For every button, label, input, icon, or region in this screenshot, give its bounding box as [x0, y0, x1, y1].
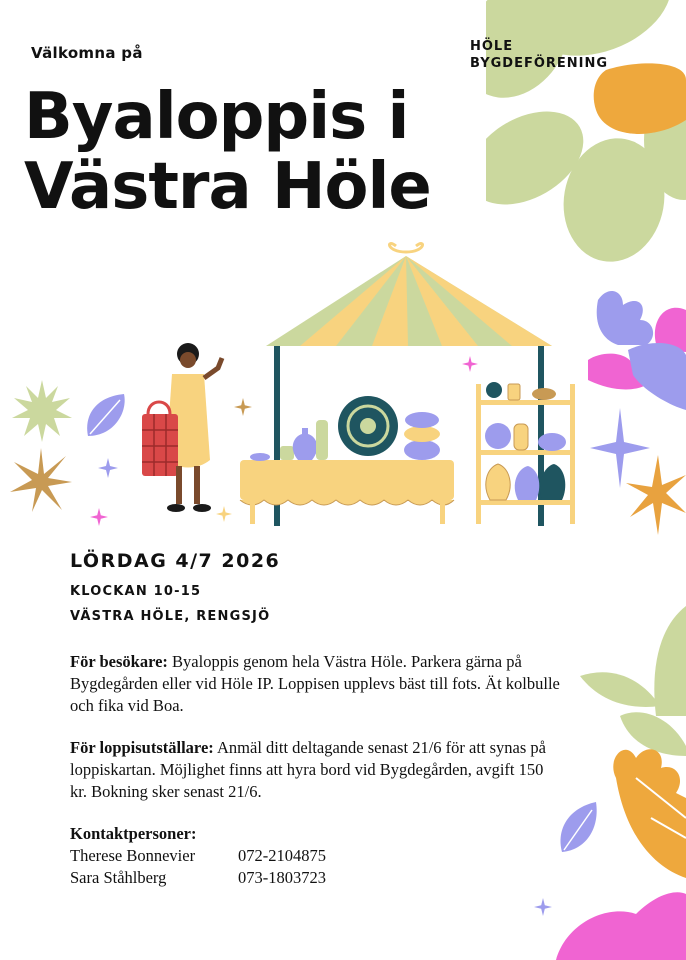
- contacts-heading: Kontaktpersoner:: [70, 824, 197, 843]
- leaf-icon: [84, 392, 128, 440]
- star-icon: [90, 508, 108, 526]
- exhibitors-heading: För loppisutställare:: [70, 738, 214, 757]
- sunburst-icon: [626, 455, 686, 535]
- visitors-text: Byaloppis genom hela Västra Höle. Parkera gärna på Bygdegården eller vid Höle IP. Loppisen upplevs bäst till fots. Ät kolbulle och fika vid Boa.: [70, 652, 560, 715]
- welcome-text: Välkomna på: [31, 44, 143, 62]
- event-time: KLOCKAN 10-15: [70, 584, 202, 599]
- contact-name: Therese Bonnevier: [70, 846, 196, 865]
- contact-phone: 072-2104875: [238, 846, 326, 865]
- contact-phone: 073-1803723: [238, 868, 326, 887]
- sunburst-icon: [12, 380, 72, 442]
- organizer-line-1: HÖLE: [470, 39, 514, 54]
- visitors-heading: För besökare:: [70, 652, 168, 671]
- contact-row: [70, 845, 326, 867]
- contact-row: [70, 867, 326, 889]
- title-line-2: Västra Höle: [24, 150, 431, 224]
- leaf-icon: [560, 606, 686, 756]
- visitors-info: [70, 651, 560, 717]
- flower-icon: [556, 884, 686, 960]
- woman-shopper-icon: [138, 340, 230, 516]
- title-line-1: Byaloppis i: [24, 80, 409, 154]
- exhibitors-info: [70, 737, 560, 803]
- exhibitors-text: Anmäl ditt deltagande senast 21/6 för att synas på loppiskartan. Möjlighet finns att hyra bord vid Bygdegården, avgift 150 kr. Bokning sker senast 21/6.: [70, 738, 546, 801]
- organizer-line-2: BYGDEFÖRENING: [470, 56, 609, 71]
- leaf-icon: [596, 738, 686, 888]
- contact-name: Sara Ståhlberg: [70, 868, 167, 887]
- page-title: [24, 82, 431, 222]
- sunburst-icon: [10, 448, 72, 512]
- leaf-icon: [556, 800, 600, 856]
- star-icon: [98, 458, 118, 478]
- event-date: LÖRDAG 4/7 2026: [70, 550, 281, 572]
- star-icon: [534, 898, 552, 916]
- organizer-name: [470, 38, 608, 72]
- contact-section: [70, 823, 326, 889]
- market-stall-icon: [236, 238, 580, 528]
- event-location: VÄSTRA HÖLE, RENGSJÖ: [70, 609, 271, 624]
- flower-icon: [588, 280, 686, 410]
